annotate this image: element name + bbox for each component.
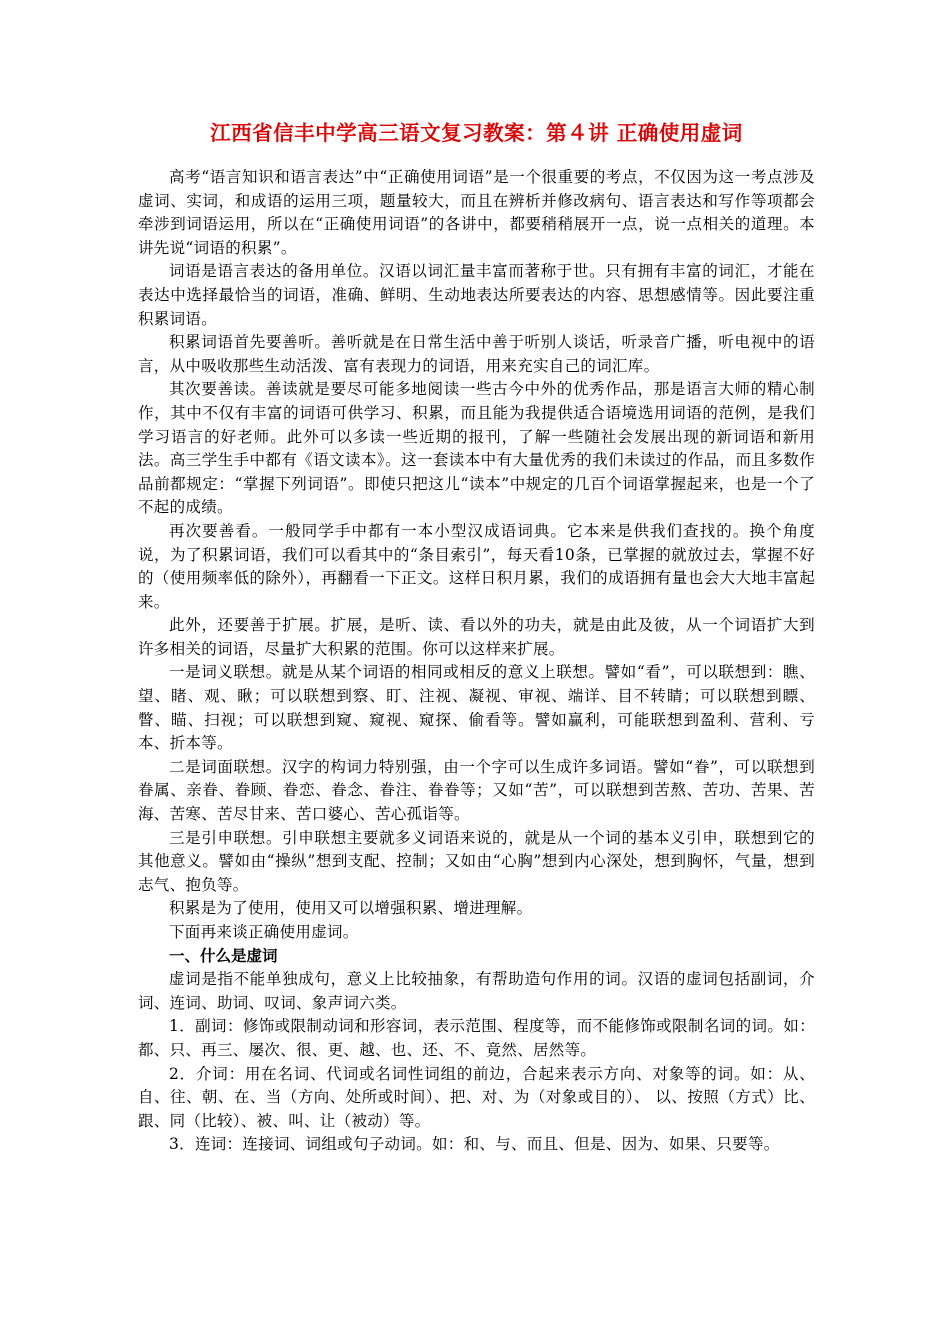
paragraph: 高考“语言知识和语言表达”中“正确使用词语”是一个很重要的考点，不仅因为这一考点涉及虚词、实词，和成语的运用三项，题量较大，而且在辨析并修改病句、语言表达和写作等项都会牵涉到词语运用，所以在“正确使用词语”的各讲中，都要稍稍展开一点，说一点相关的道理。本讲先说“词语的积累”。 bbox=[138, 168, 815, 257]
paragraph: 词语是语言表达的备用单位。汉语以词汇量丰富而著称于世。只有拥有丰富的词汇，才能在表达中选择最恰当的词语，准确、鲜明、生动地表达所要表达的内容、思想感情等。因此要注重积累词语。 bbox=[138, 262, 815, 328]
paragraph: 下面再来谈正确使用虚词。 bbox=[169, 923, 359, 941]
paragraph: 积累词语首先要善听。善听就是在日常生活中善于听别人谈话，听录音广播，听电视中的语言，从中吸收那些生动活泼、富有表现力的词语，用来充实自己的词汇库。 bbox=[138, 333, 815, 375]
paragraph: 此外，还要善于扩展。扩展，是听、读、看以外的功夫，就是由此及彼，从一个词语扩大到许多相关的词语，尽量扩大积累的范围。你可以这样来扩展。 bbox=[138, 616, 815, 658]
paragraph: 其次要善读。善读就是要尽可能多地阅读一些古今中外的优秀作品，那是语言大师的精心制作，其中不仅有丰富的词语可供学习、积累，而且能为我提供适合语境选用词语的范例，是我们学习语言的好老师。此外可以多读一些近期的报刊，了解一些随社会发展出现的新词语和新用法。高三学生手中都有《语文读本》。这一套读本中有大量优秀的我们未读过的作品，而且多数作品前都规定：“掌握下列词语”。即使只把这儿“读本”中规定的几百个词语掌握起来，也是一个了不起的成绩。 bbox=[138, 380, 815, 517]
paragraph: 2．介词：用在名词、代词或名词性词组的前边，合起来表示方向、对象等的词。如：从、自、往、朝、在、当（方向、处所或时间）、把、对、为（对象或目的）、 以、按照（方式）比、跟、同（比较）、被、叫、让（被动）等。 bbox=[138, 1064, 815, 1130]
paragraph: 三是引申联想。引申联想主要就多义词语来说的，就是从一个词的基本义引申，联想到它的其他意义。譬如由“操纵”想到支配、控制；又如由“心胸”想到内心深处，想到胸怀，气量，想到志气、抱负等。 bbox=[138, 828, 815, 894]
document-body bbox=[138, 166, 815, 1157]
paragraph: 二是词面联想。汉字的构词力特别强，由一个字可以生成许多词语。譬如“眷”，可以联想到眷属、亲眷、眷顾、眷恋、眷念、眷注、眷眷等；又如“苦”，可以联想到苦熬、苦功、苦果、苦海、苦寒、苦尽甘来、苦口婆心、苦心孤诣等。 bbox=[138, 757, 815, 824]
paragraph: 1．副词：修饰或限制动词和形容词，表示范围、程度等，而不能修饰或限制名词的词。如：都、只、再三、屡次、很、更、越、也、还、不、竟然、居然等。 bbox=[138, 1017, 815, 1059]
page-title: 江西省信丰中学高三语文复习教案：第４讲 正确使用虚词 bbox=[210, 121, 743, 145]
section-heading: 一、什么是虚词 bbox=[169, 946, 278, 965]
paragraph: 一是词义联想。就是从某个词语的相同或相反的意义上联想。譬如“看”，可以联想到：瞧、望、睹、观、瞅；可以联想到察、盯、注视、凝视、审视、端详、目不转睛；可以联想到瞟、瞥、瞄、扫视；可以联想到窥、窥视、窥探、偷看等。譬如赢利，可能联想到盈利、营利、亏本、折本等。 bbox=[138, 663, 815, 753]
paragraph: 3．连词：连接词、词组或句子动词。如：和、与、而且、但是、因为、如果、只要等。 bbox=[169, 1135, 780, 1154]
paragraph: 再次要善看。一般同学手中都有一本小型汉成语词典。它本来是供我们查找的。换个角度说，为了积累词语，我们可以看其中的“条目索引”，每天看10条，已掌握的就放过去，掌握不好的（使用频率低的除外），再翻看一下正文。这样日积月累，我们的成语拥有量也会大大地丰富起来。 bbox=[138, 521, 815, 611]
paragraph: 积累是为了使用，使用又可以增强积累、增进理解。 bbox=[169, 899, 533, 918]
paragraph: 虚词是指不能单独成句，意义上比较抽象，有帮助造句作用的词。汉语的虚词包括副词，介词、连词、助词、叹词、象声词六类。 bbox=[138, 970, 815, 1012]
